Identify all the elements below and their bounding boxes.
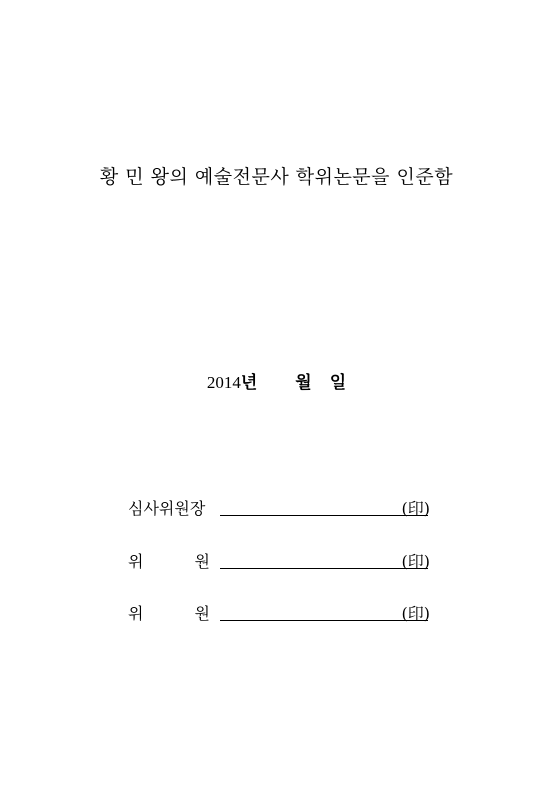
date-year: 2014 bbox=[206, 373, 241, 392]
signature-role-first: 위 bbox=[128, 604, 144, 623]
signature-role bbox=[128, 601, 210, 624]
signature-line bbox=[220, 568, 428, 569]
approval-date bbox=[0, 368, 553, 393]
signature-row-member-2 bbox=[128, 601, 430, 625]
seal-mark: (印) bbox=[401, 552, 430, 571]
date-month-suffix: 월 bbox=[295, 373, 312, 393]
signature-row-chair bbox=[128, 496, 430, 520]
signature-line bbox=[220, 620, 428, 621]
signature-line bbox=[220, 515, 428, 516]
signature-role: 심사위원장 bbox=[128, 499, 206, 518]
signature-role-second: 원 bbox=[194, 604, 210, 623]
signature-row-member-1 bbox=[128, 549, 430, 573]
seal-mark: (印) bbox=[401, 604, 430, 623]
signature-role bbox=[128, 549, 210, 572]
seal-mark: (印) bbox=[401, 499, 430, 518]
signature-role-first: 위 bbox=[128, 552, 144, 571]
document-title: 황 민 왕의 예술전문사 학위논문을 인준함 bbox=[99, 166, 454, 188]
date-year-suffix: 년 bbox=[240, 373, 258, 393]
date-day-suffix: 일 bbox=[329, 373, 347, 393]
signature-role-second: 원 bbox=[194, 552, 210, 571]
